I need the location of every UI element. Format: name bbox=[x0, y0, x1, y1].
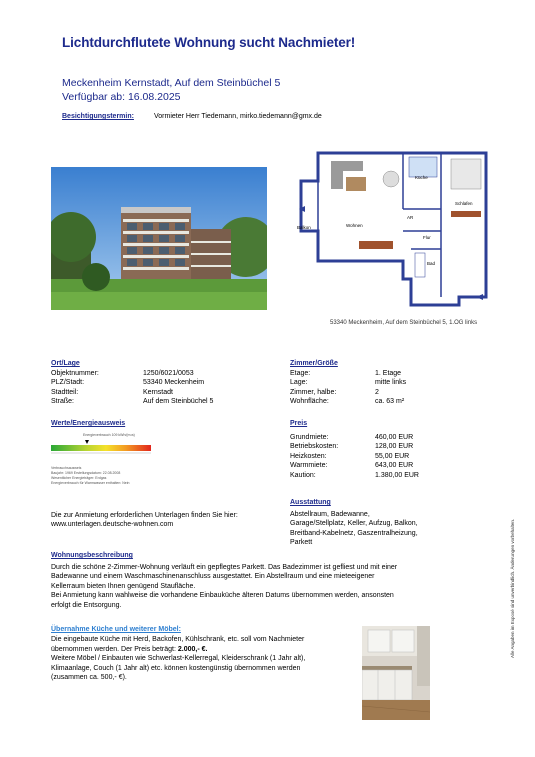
kueche-line: Die eingebaute Küche mit Herd, Backofen, Kühlschrank, etc. soll vom Nachmieter bbox=[51, 636, 305, 643]
disclaimer-text: Alle Angaben im Exposé sind unverbindlich. Änderungen vorbehalten. bbox=[510, 518, 515, 658]
kv-row bbox=[51, 388, 271, 397]
kv-key: Etage: bbox=[290, 370, 311, 377]
kv-value: 1250/6021/0053 bbox=[143, 370, 194, 377]
kv-row bbox=[290, 442, 470, 451]
ort-table bbox=[51, 369, 271, 407]
kv-key: Betriebskosten: bbox=[290, 443, 339, 451]
kv-key: PLZ/Stadt: bbox=[51, 379, 85, 387]
kv-key: Straße: bbox=[51, 398, 74, 406]
kv-row bbox=[290, 433, 470, 442]
viewing-appointment bbox=[62, 112, 322, 121]
kv-row bbox=[290, 378, 470, 387]
kv-row bbox=[290, 388, 470, 397]
description-line: Durch die schöne 2-Zimmer-Wohnung verläuft ein gepflegtes Parkett. Das Badezimmer ist gefliest und mit einer bbox=[51, 564, 398, 571]
floor-plan bbox=[291, 149, 492, 309]
ausstattung-line: Abstellraum, Badewanne, bbox=[290, 511, 370, 518]
ausstattung-text bbox=[290, 510, 470, 548]
section-heading-beschreibung: Wohnungsbeschreibung bbox=[51, 552, 133, 559]
kv-key: Stadtteil: bbox=[51, 388, 79, 396]
section-heading-ort: Ort/Lage bbox=[51, 360, 80, 367]
kueche-line bbox=[51, 645, 351, 655]
kv-value: Auf dem Steinbüchel 5 bbox=[143, 398, 214, 406]
kv-row bbox=[290, 369, 470, 378]
energy-detail: Energieverbrauch für Warmwasser enthalten: Nein bbox=[51, 481, 130, 485]
kv-row bbox=[51, 369, 271, 378]
building-photo bbox=[51, 167, 267, 310]
energy-detail: Baujahr: 1969 Erstellungsdatum: 22.08.2008 bbox=[51, 471, 121, 475]
documents-note-text: Die zur Anmietung erforderlichen Unterlagen finden Sie hier: bbox=[51, 512, 238, 519]
ausstattung-line: Parkett bbox=[290, 539, 313, 547]
kv-value: 53340 Meckenheim bbox=[143, 379, 205, 387]
kueche-text bbox=[51, 635, 351, 683]
kueche-line-part: übernommen werden. Der Preis beträgt: bbox=[51, 645, 176, 653]
room-label-flur: Flur bbox=[423, 235, 431, 240]
section-heading-werte: Werte/Energieausweis bbox=[51, 420, 126, 427]
room-label-kueche: Küche bbox=[415, 175, 428, 180]
energy-detail: Wesentlicher Energieträger: Erdgas bbox=[51, 476, 107, 480]
kv-row bbox=[290, 452, 470, 461]
viewing-label: Besichtigungstermin: bbox=[62, 113, 134, 120]
kv-key: Objektnummer: bbox=[51, 370, 99, 377]
preis-table bbox=[290, 433, 470, 480]
description-text bbox=[51, 563, 486, 610]
viewing-contact: Vormieter Herr Tiedemann, mirko.tiedemann@gmx.de bbox=[154, 113, 322, 120]
energy-detail: Verbrauchsausweis bbox=[51, 466, 82, 470]
description-line: Kellerraum bieten Ihnen genügend Staufläche. bbox=[51, 582, 196, 590]
description-line: erfolgt die Entsorgung. bbox=[51, 601, 122, 609]
energy-certificate bbox=[51, 432, 261, 490]
section-heading-preis: Preis bbox=[290, 420, 308, 427]
kv-key: Zimmer, halbe: bbox=[290, 388, 337, 396]
kueche-line: Klimaanlage, Couch (1 Jahr alt) etc. können kostengünstig übernommen werden bbox=[51, 664, 301, 672]
kv-row bbox=[51, 397, 271, 406]
kv-key: Wohnfläche: bbox=[290, 398, 329, 406]
kv-row bbox=[290, 461, 470, 470]
kv-value: 55,00 EUR bbox=[375, 452, 410, 460]
description-line: Bei Anmietung kann wahlweise die vorhandene Einbauküche älteren Datums übernommen werden, ansonsten bbox=[51, 592, 394, 600]
kv-value: 1.380,00 EUR bbox=[375, 471, 419, 479]
address-block bbox=[62, 76, 280, 104]
kv-value: 2 bbox=[375, 388, 379, 396]
section-heading-zimmer: Zimmer/Größe bbox=[290, 360, 338, 367]
zimmer-table bbox=[290, 369, 470, 407]
floor-plan-caption: 53340 Meckenheim, Auf dem Steinbüchel 5, 1.OG links bbox=[330, 320, 478, 326]
availability: Verfügbar ab: 16.08.2025 bbox=[62, 91, 181, 103]
address: Meckenheim Kernstadt, Auf dem Steinbüchel 5 bbox=[62, 77, 281, 89]
kv-row bbox=[290, 397, 470, 406]
kv-key: Grundmiete: bbox=[290, 434, 329, 441]
room-label-schlafen: Schlafen bbox=[455, 201, 473, 206]
room-label-balkon: Balkon bbox=[297, 225, 311, 230]
ausstattung-line: Garage/Stellplatz, Keller, Aufzug, Balkon, bbox=[290, 520, 418, 528]
kv-value: mitte links bbox=[375, 379, 407, 387]
kv-value: Kernstadt bbox=[143, 388, 173, 396]
room-label-wohnen: Wohnen bbox=[346, 223, 363, 228]
kv-key: Kaution: bbox=[290, 471, 316, 479]
kueche-line: (zusammen ca. 500,- €). bbox=[51, 674, 127, 682]
kv-row bbox=[51, 378, 271, 387]
energy-value-label: Energieverbrauch 109 kWh/(m²a) bbox=[83, 433, 135, 437]
kitchen-photo bbox=[362, 626, 430, 720]
section-heading-kueche: Übernahme Küche und weiterer Möbel: bbox=[51, 626, 181, 633]
room-label-ar: AR bbox=[407, 215, 414, 220]
kv-key: Heizkosten: bbox=[290, 452, 327, 460]
ausstattung-line: Breitband-Kabelnetz, Gaszentralheizung, bbox=[290, 529, 418, 537]
kv-key: Lage: bbox=[290, 379, 308, 387]
disclaimer-vertical bbox=[510, 460, 520, 660]
kv-value: 128,00 EUR bbox=[375, 443, 414, 451]
energy-scale-bar bbox=[51, 438, 261, 458]
kv-key: Warmmiete: bbox=[290, 462, 328, 470]
kv-row bbox=[290, 471, 470, 480]
description-line: Badewanne und einem Waschmaschinenanschluss ausgestattet. Ein Abstellraum und eine mieteeigener bbox=[51, 573, 375, 581]
kv-value: 643,00 EUR bbox=[375, 462, 414, 470]
documents-link[interactable]: www.unterlagen.deutsche-wohnen.com bbox=[51, 521, 174, 528]
section-heading-ausstattung: Ausstattung bbox=[290, 499, 331, 506]
kueche-line: Weitere Möbel / Einbauten wie Schwerlast-Kellerregal, Kleiderschrank (1 Jahr alt), bbox=[51, 655, 306, 663]
kv-value: 460,00 EUR bbox=[375, 434, 414, 441]
kv-value: 1. Etage bbox=[375, 370, 402, 377]
room-label-bad: Bad bbox=[427, 261, 436, 266]
documents-note bbox=[51, 511, 238, 529]
kueche-price: 2.000,- €. bbox=[177, 645, 208, 653]
kv-value: ca. 63 m² bbox=[375, 398, 405, 406]
page-title: Lichtdurchflutete Wohnung sucht Nachmieter! bbox=[62, 35, 356, 50]
